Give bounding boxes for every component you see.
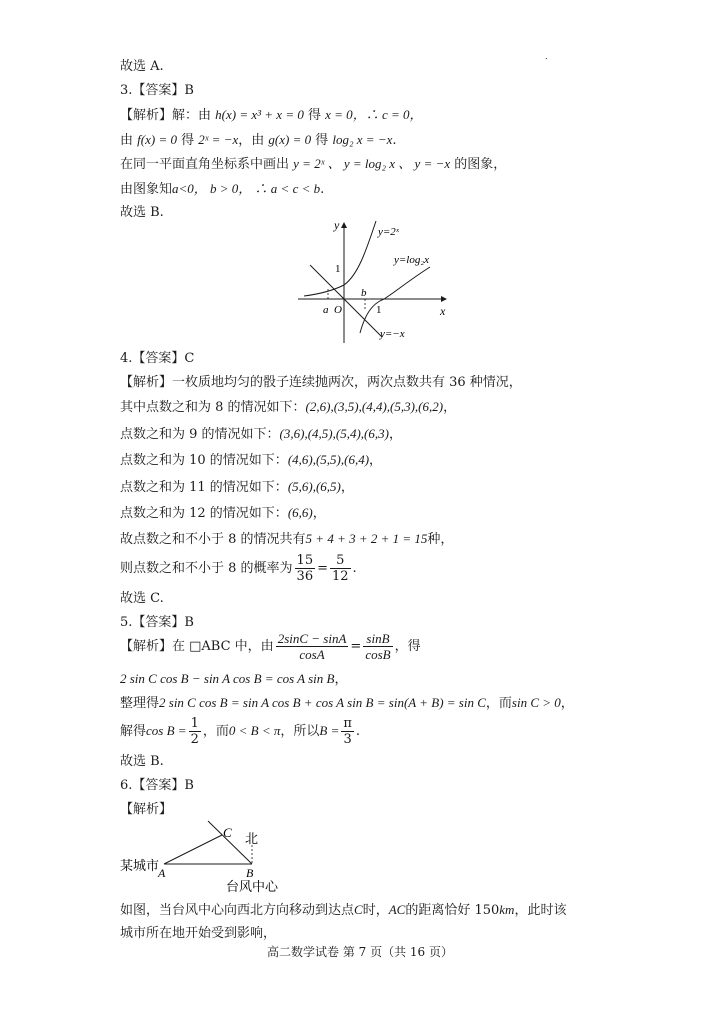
label-o: O [334,304,342,316]
label-city: 某城市 [120,858,160,873]
q3-analysis-2: 由 f(x) = 0 得 2ˣ = −x，由 g(x) = 0 得 log₂ x = −x. [120,132,397,148]
q3-analysis-4: 由图象知a<0， b > 0， ∴ a < c < b. [120,181,325,197]
label-north: 北 [245,831,259,846]
text-line: 故选 A. [120,59,164,74]
log-curve [360,267,430,333]
q4-analysis-6: 点数之和为 12 的情况如下：(6,6)， [120,505,326,521]
q6-analysis-title: 【解析】 [120,802,173,817]
y-axis-label: y [334,218,340,232]
q5-analysis-2: 2 sin C cos B − sin A cos B = cos A sin B， [120,671,348,687]
label-b: b [361,287,367,299]
q3-answer: 3.【答案】B [120,83,194,98]
q4-analysis-1: 【解析】一枚质地均匀的骰子连续抛两次，两次点数共有 36 种情况， [120,375,522,390]
label-b: B [246,866,254,880]
function-graph [290,215,460,347]
label-c: C [223,825,232,840]
q5-conclusion: 故选 B. [120,754,164,769]
label-exp: y=2ˣ [378,226,399,238]
q5-analysis-1: 【解析】在 □ABC 中，由 $\frac{2\sin C - \sin A}{\cos A}$ = $\frac{\sin B}{\cos B}$ ，得 [120,631,421,662]
linear-line [310,265,382,337]
q4-answer: 4.【答案】C [120,351,195,366]
q4-analysis-7: 故点数之和不小于 8 的情况共有5 + 4 + 3 + 2 + 1 = 15种， [120,531,454,547]
label-typhoon: 台风中心 [226,879,279,894]
corner-mark: . [545,52,548,61]
label-linear: y=−x [380,328,405,340]
label-log: y=log₂x [394,254,430,266]
exp-curve [304,221,376,296]
label-a: a [323,304,329,316]
q4-analysis-5: 点数之和为 11 的情况如下：(5,6),(6,5)， [120,479,354,495]
q6-analysis-2: 城市所在地开始受到影响， [120,926,277,941]
q4-conclusion: 故选 C. [120,591,164,606]
q5-answer: 5.【答案】B [120,615,194,630]
q4-analysis-3: 点数之和为 9 的情况如下：(3,6),(4,5),(5,4),(6,3)， [120,426,402,442]
q5-analysis-3: 整理得2 sin C cos B = sin A cos B + cos A sin B = sin(A + B) = sin C，而sin C > 0， [120,695,574,711]
q4-analysis-8: 则点数之和不小于 8 的概率为 $\frac{15}{36}$ = $\frac{5}{12}$ . [120,553,357,584]
segment-ac [164,835,222,864]
q3-conclusion: 故选 B. [120,205,164,220]
label-a: A [158,866,166,880]
q6-answer: 6.【答案】B [120,778,194,793]
q3-analysis-1: 【解析】解：由 h(x) = x³ + x = 0 得 x = 0，∴ c = 0， [120,107,423,123]
x-axis-label: x [440,304,446,318]
tick-one-x: 1 [376,304,382,316]
typhoon-diagram [118,815,318,897]
q3-analysis-3: 在同一平面直角坐标系中画出 y = 2ˣ 、 y = log₂ x 、 y = −x 的图象， [120,156,507,172]
q4-analysis-4: 点数之和为 10 的情况如下：(4,6),(5,5),(6,4)， [120,452,383,468]
tick-one-y: 1 [335,263,341,275]
q6-analysis-1: 如图，当台风中心向西北方向移动到达点C时，AC的距离恰好 150km，此时该 [120,902,567,918]
q4-analysis-2: 其中点数之和为 8 的情况如下：(2,6),(3,5),(4,4),(5,3),(6,2)， [120,399,457,415]
q5-analysis-4: 解得cos B = $\frac{1}{2}$ ，而0 < B < π，所以B = $\frac{\pi}{3}$ . [120,716,361,747]
page-footer: 高二数学试卷 第 7 页（共 16 页） [267,945,453,959]
